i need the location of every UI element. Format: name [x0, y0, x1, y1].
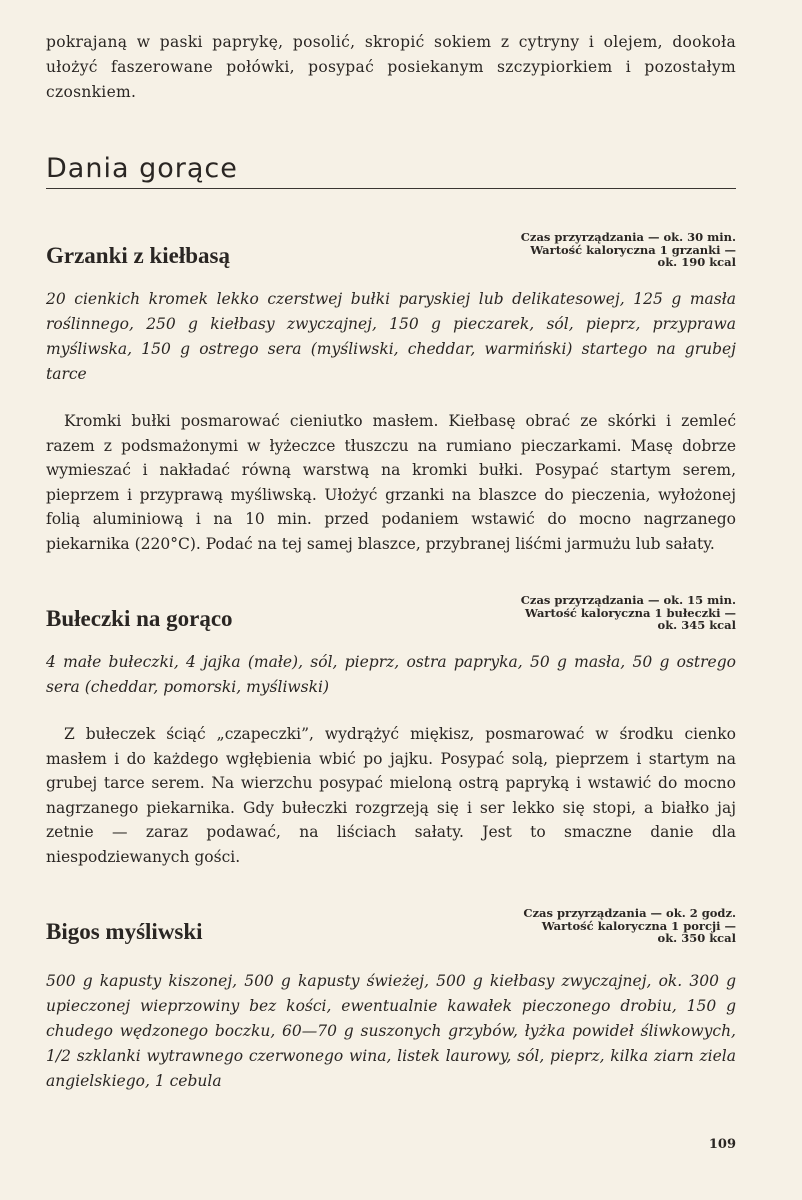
- recipe-title: Bigos myśliwski: [46, 919, 203, 944]
- recipe-meta: [523, 907, 736, 945]
- recipe-grzanki: [46, 231, 736, 556]
- method-text: Z bułeczek ściąć „czapeczki”, wydrążyć miękisz, posmarować w środku cienko masłem i do każdego wgłębienia wbić po jajku. Posypać solą, pieprzem i startym na grubej tarce serem. Na wierzchu posypać mieloną ostrą papryką i wstawić do mocno nagrzanego piekarnika. Gdy bułeczki rozgrzeją się i ser lekko się stopi, a białko jaj zetnie — zaraz podawać, na liściach sałaty. Jest to smaczne danie dla niespodziewanych gości.: [46, 725, 736, 866]
- calories-label: Wartość kaloryczna 1 porcji —: [541, 918, 736, 933]
- prep-time: Czas przyrządzania — ok. 30 min.: [520, 230, 736, 244]
- calories-value: ok. 345 kcal: [657, 618, 736, 632]
- ingredients-list: 20 cienkich kromek lekko czerstwej bułki paryskiej lub delikatesowej, 125 g masła roślinnego, 250 g kiełbasy zwyczajnej, 150 g pieczarek, sól, pieprz, przyprawa myśliwska, 150 g ostrego sera (myśliwski, cheddar, warmiński) startego na grubej tarce: [46, 290, 736, 383]
- intro-paragraph: pokrajaną w paski paprykę, posolić, skropić sokiem z cytryny i olejem, dookoła ułożyć faszerowane połówki, posypać posiekanym szczypiorkiem i pozostałym czosnkiem.: [46, 33, 736, 101]
- page-content: [46, 30, 736, 1094]
- page-number: 109: [708, 1137, 736, 1152]
- method-text: Kromki bułki posmarować cieniutko masłem. Kiełbasę obrać ze skórki i zemleć razem z podsmażonymi w łyżeczce tłuszczu na rumiano pieczarkami. Masę dobrze wymieszać i nakładać równą warstwą na kromki bułki. Posypać startym serem, pieprzem i przyprawą myśliwską. Ułożyć grzanki na blaszce do pieczenia, wyłożonej folią aluminiową i na 10 min. przed podaniem wstawić do mocno nagrzanego piekarnika (220°C). Podać na tej samej blaszce, przybranej liśćmi jarmużu lub sałaty.: [46, 412, 736, 553]
- ingredients-list: 4 małe bułeczki, 4 jajka (małe), sól, pieprz, ostra papryka, 50 g masła, 50 g ostrego sera (cheddar, pomorski, myśliwski): [46, 653, 736, 696]
- recipe-meta: [521, 231, 736, 269]
- recipe-title: Bułeczki na gorąco: [46, 606, 233, 631]
- recipe-header: [46, 907, 736, 945]
- prep-time: Czas przyrządzania — ok. 2 godz.: [523, 906, 736, 920]
- recipe-header: [46, 594, 736, 632]
- recipe-title: Grzanki z kiełbasą: [46, 243, 231, 268]
- recipe-buleczki: [46, 594, 736, 869]
- ingredients-list: 500 g kapusty kiszonej, 500 g kapusty świeżej, 500 g kiełbasy zwyczajnej, ok. 300 g upieczonej wieprzowiny bez kości, ewentualnie kawałek pieczonego drobiu, 150 g chudego wędzonego boczku, 60—70 g suszonych grzybów, łyżka powideł śliwkowych, 1/2 szklanki wytrawnego czerwonego wina, listek laurowy, sól, pieprz, kilka ziarn ziela angielskiego, 1 cebula: [46, 972, 736, 1090]
- recipe-bigos: [46, 907, 736, 1094]
- prep-time: Czas przyrządzania — ok. 15 min.: [520, 593, 736, 607]
- calories-value: ok. 190 kcal: [657, 255, 736, 269]
- calories-label: Wartość kaloryczna 1 bułeczki —: [525, 605, 736, 620]
- calories-label: Wartość kaloryczna 1 grzanki —: [530, 242, 736, 257]
- recipe-meta: [521, 594, 736, 632]
- recipe-header: [46, 231, 736, 269]
- section-title: Dania gorące: [46, 153, 736, 189]
- calories-value: ok. 350 kcal: [657, 931, 736, 945]
